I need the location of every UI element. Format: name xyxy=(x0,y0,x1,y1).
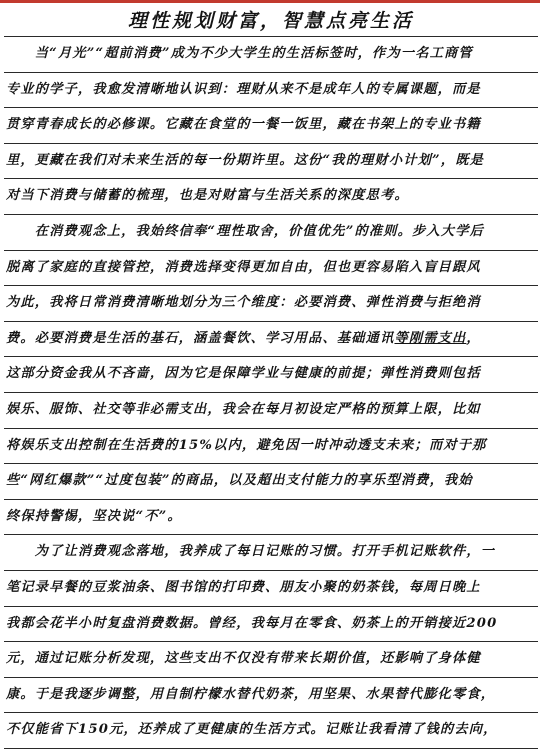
text-line: 不仅能省下150元，还养成了更健康的生活方式。记账让我看清了钱的去向， xyxy=(4,713,538,749)
underlined-phrase: 等刚需支出 xyxy=(394,330,467,346)
text-line: 在消费观念上，我始终信奉“理性取舍，价值优先”的准则。步入大学后 xyxy=(4,215,538,251)
text-line: 这部分资金我从不吝啬，因为它是保障学业与健康的前提；弹性消费则包括 xyxy=(4,357,538,393)
text-line: 费。必要消费是生活的基石，涵盖餐饮、学习用品、基础通讯等刚需支出， xyxy=(4,322,538,358)
text-line: 娱乐、服饰、社交等非必需支出，我会在每月初设定严格的预算上限，比如 xyxy=(4,393,538,429)
text-line: 笔记录早餐的豆浆油条、图书馆的打印费、朋友小聚的奶茶钱，每周日晚上 xyxy=(4,571,538,607)
text-line: 里，更藏在我们对未来生活的每一份期许里。这份“我的理财小计划”，既是 xyxy=(4,144,538,180)
top-border-rule xyxy=(0,0,540,3)
text-line: 脱离了家庭的直接管控，消费选择变得更加自由，但也更容易陷入盲目跟风 xyxy=(4,251,538,287)
text-line: 为了让消费观念落地，我养成了每日记账的习惯。打开手机记账软件，一 xyxy=(4,535,538,571)
text-line: 将娱乐支出控制在生活费的15%以内，避免因一时冲动透支未来；而对于那 xyxy=(4,429,538,465)
text-line: 我都会花半小时复盘消费数据。曾经，我每月在零食、奶茶上的开销接近200 xyxy=(4,607,538,643)
text-line: 贯穿青春成长的必修课。它藏在食堂的一餐一饭里，藏在书架上的专业书籍 xyxy=(4,108,538,144)
text-line: 终保持警惕，坚决说“不”。 xyxy=(4,500,538,536)
text-line: 当“月光”“超前消费”成为不少大学生的生活标签时，作为一名工商管 xyxy=(4,36,538,73)
essay-title: 理性规划财富，智慧点亮生活 xyxy=(127,10,414,32)
text-line: 专业的学子，我愈发清晰地认识到：理财从来不是成年人的专属课题，而是 xyxy=(4,73,538,109)
text-line: 对当下消费与储蓄的梳理，也是对财富与生活关系的深度思考。 xyxy=(4,179,538,215)
text-line: 康。于是我逐步调整，用自制柠檬水替代奶茶，用坚果、水果替代膨化零食， xyxy=(4,678,538,714)
text-line: 些“网红爆款”“过度包装”的商品，以及超出支付能力的享乐型消费，我始 xyxy=(4,464,538,500)
ruled-text-body xyxy=(4,36,538,749)
text-line: 为此，我将日常消费清晰地划分为三个维度：必要消费、弹性消费与拒绝消 xyxy=(4,286,538,322)
text-line: 元，通过记账分析发现，这些支出不仅没有带来长期价值，还影响了身体健 xyxy=(4,642,538,678)
